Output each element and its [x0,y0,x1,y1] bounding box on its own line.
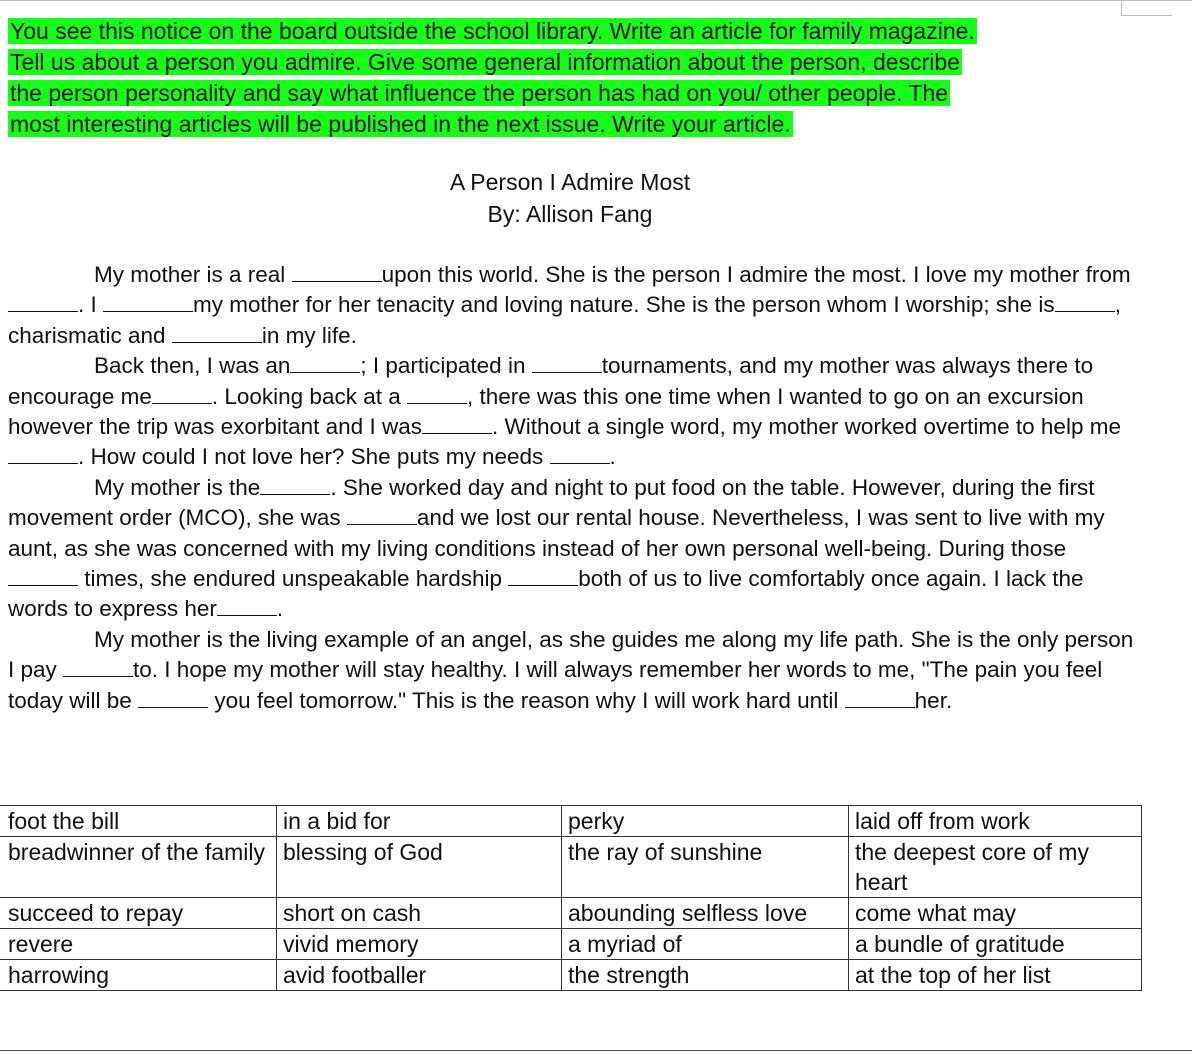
blank-line [290,371,360,373]
table-row [0,837,1142,898]
text-segment: . How could I not love her? She puts my needs [78,444,550,470]
blank-line [8,584,78,586]
blank-line [508,584,578,586]
blank-line [347,523,417,525]
blank-line [138,706,208,708]
table-row [0,929,1142,960]
table-cell: avid footballer [277,960,562,991]
text-segment: . She worked day and night to put food on the table. However, during the first movement order (MCO), she was [8,474,1095,531]
blank-line [217,614,277,616]
page-corner-mark [1121,1,1172,16]
text-segment: tournaments, and my mother was always there to encourage me [8,353,1094,409]
paragraph-1 [8,260,1136,351]
blank-line [8,462,78,464]
table-cell: revere [0,929,277,960]
table-cell: vivid memory [277,929,562,960]
table-cell: harrowing [0,960,277,991]
text-segment: Back then, I was an [94,353,291,379]
text-segment: My mother is a real [94,262,292,287]
blank-line [1055,310,1115,312]
table-cell: short on cash [277,898,562,929]
text-segment: , there was this one time when I wanted to go on an excursion however the trip was exorbitant and I was [8,383,1084,440]
notice-line-4: most interesting articles will be published in the next issue. Write your article. [10,111,791,137]
table-cell: succeed to repay [0,898,277,929]
table-cell: the deepest core of my heart [849,837,1142,898]
notice-text [8,16,1178,140]
text-segment: her. [914,687,953,713]
table-cell: blessing of God [277,837,562,898]
table-cell: at the top of her list [849,960,1142,991]
text-segment: times, she endured unspeakable hardship [78,566,509,592]
blank-line [172,341,262,343]
blank-line [422,432,492,434]
article-byline: By: Allison Fang [487,201,653,227]
table-cell: come what may [849,898,1142,929]
article-body [8,260,1136,716]
table-cell: breadwinner of the family [0,837,277,898]
paragraph-4 [8,625,1136,716]
table-cell: laid off from work [849,806,1142,837]
table-row [0,898,1142,929]
blank-line [550,462,610,464]
text-segment: in my life. [261,322,357,348]
page-bottom-rule [0,1050,1192,1051]
page-top-edge [0,0,1192,15]
blank-line [292,280,382,282]
table-cell: the ray of sunshine [562,837,849,898]
text-segment: . [276,596,284,622]
notice-line-2: Tell us about a person you admire. Give some general information about the person, describe [10,49,960,75]
text-segment: . I [78,292,104,318]
blank-line [103,310,193,312]
paragraph-2 [8,351,1136,473]
blank-line [532,371,602,373]
paragraph-3 [8,473,1136,625]
table-cell: perky [562,806,849,837]
table-row [0,806,1142,837]
blank-line [63,675,133,677]
text-segment: my mother for her tenacity and loving nature. She is the person whom I worship; she is [193,292,1055,318]
text-segment: My mother is the [94,474,261,500]
text-segment: you feel tomorrow." This is the reason why I will work hard until [208,687,845,713]
blank-line [845,706,915,708]
blank-line [260,493,330,495]
text-segment: upon this world. She is the person I admire the most. I love my mother from [381,262,1131,287]
table-cell: foot the bill [0,806,277,837]
text-segment: My mother is the living example of an angel, as she guides me along my life path. She is the only person I pay [8,626,1134,683]
blank-line [407,402,467,404]
word-bank-table [0,805,1142,991]
text-segment: . Looking back at a [211,383,407,409]
text-segment: . [609,444,616,470]
table-row [0,960,1142,991]
notice-line-1: You see this notice on the board outside the school library. Write an article for family magazine. [10,18,975,44]
notice-line-3: the person personality and say what influence the person has had on you/ other people. The [10,80,949,106]
blank-line [152,402,212,404]
table-cell: in a bid for [277,806,562,837]
text-segment: , charismatic and [8,292,1121,348]
blank-line [8,310,78,312]
text-segment: to. I hope my mother will stay healthy. I will always remember her words to me, "The pain you feel today will be [8,657,1103,713]
table-cell: a myriad of [562,929,849,960]
text-segment: ; I participated in [360,353,532,379]
text-segment: and we lost our rental house. Nevertheless, I was sent to live with my aunt, as she was concerned with my living conditions instead of her own personal well-being. During those [8,505,1105,561]
table-cell: abounding selfless love [562,898,849,929]
text-segment: . Without a single word, my mother worked overtime to help me [491,414,1121,440]
text-segment: both of us to live comfortably once again. I lack the words to express her [8,566,1084,622]
table-cell: a bundle of gratitude [849,929,1142,960]
article-title: A Person I Admire Most [449,169,691,195]
table-cell: the strength [562,960,849,991]
